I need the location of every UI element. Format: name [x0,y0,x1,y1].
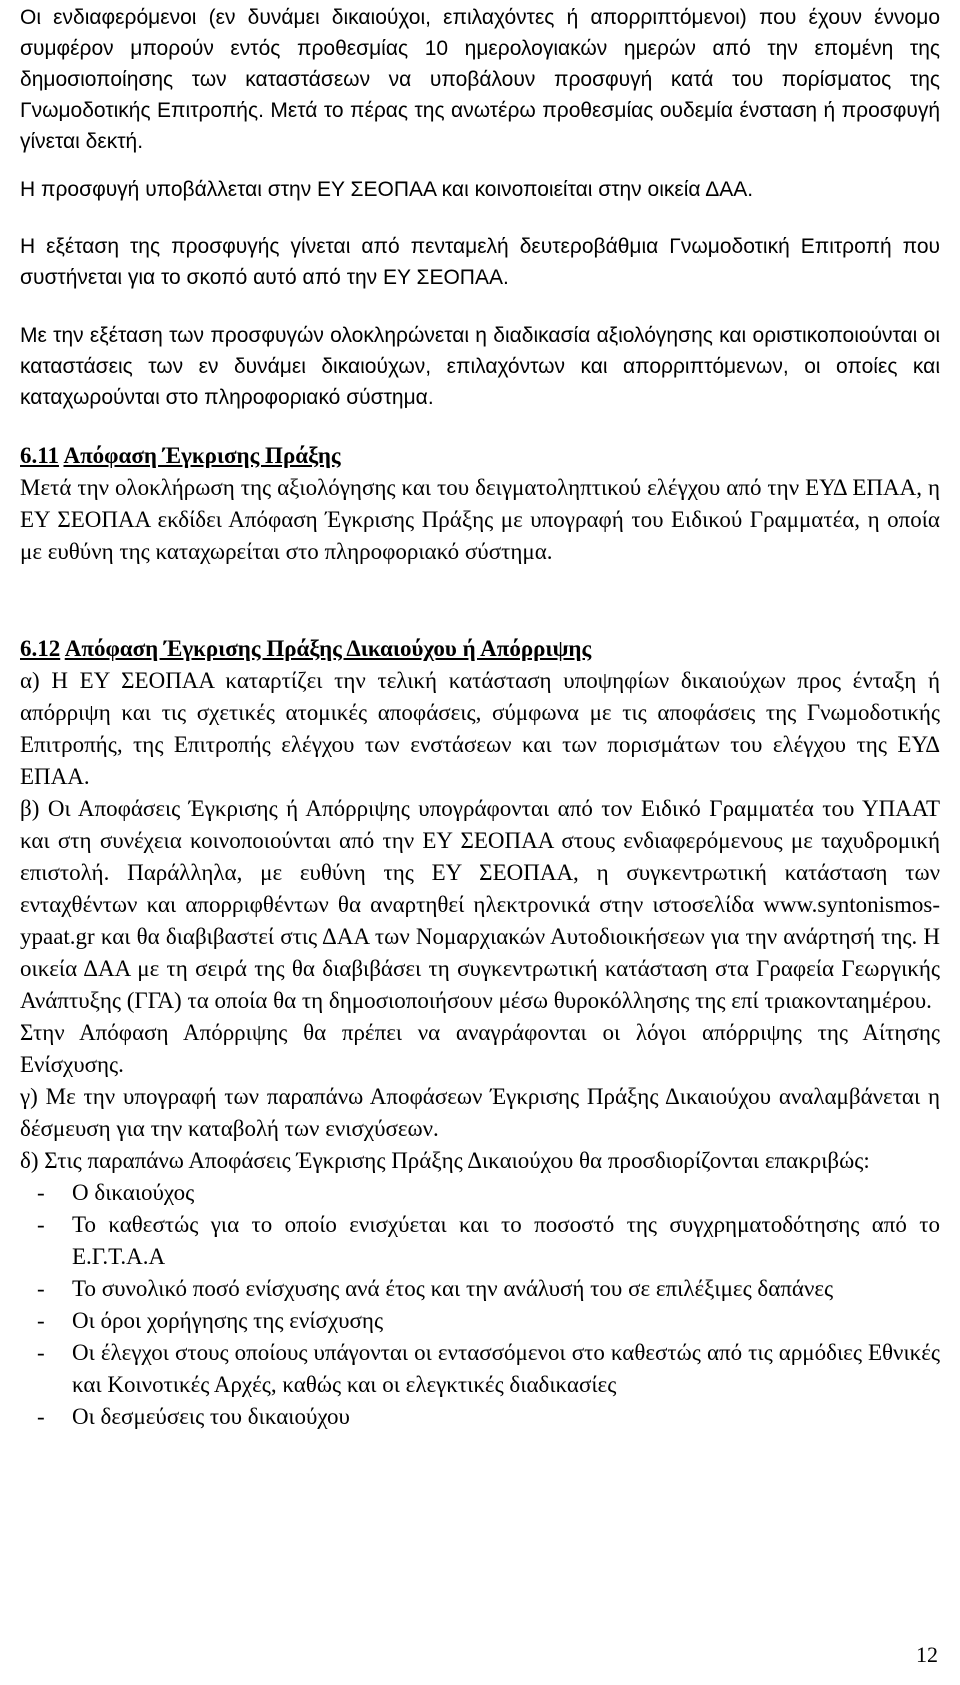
list-dash: - [37,1212,45,1237]
list-item-text: Οι έλεγχοι στους οποίους υπάγονται οι εντασσόμενοι στο καθεστώς από τις αρμόδιες Εθνικές και Κοινοτικές Αρχές, καθώς και οι ελεγκτικές διαδικασίες [72,1340,940,1397]
list-item [20,1177,940,1209]
paragraph-evaluation-completion: Με την εξέταση των προσφυγών ολοκληρώνεται η διαδικασία αξιολόγησης και οριστικοποιούνται οι καταστάσεις των εν δυνάμει δικαιούχων, επιλαχόντων και απορριπτόμενων, οι οποίες και καταχωρούνται στο πληροφοριακό σύστημα. [20,324,940,409]
decision-contents-list [20,1177,940,1433]
page-number: 12 [916,1642,938,1667]
paragraph-c: γ) Με την υπογραφή των παραπάνω Αποφάσεων Έγκρισης Πράξης Δικαιούχου αναλαμβάνεται η δέσμευση για την καταβολή των ενισχύσεων. [20,1084,940,1141]
list-item-text: Οι δεσμεύσεις του δικαιούχου [72,1404,350,1429]
list-item-text: Ο δικαιούχος [72,1180,195,1205]
list-dash: - [37,1276,45,1301]
section-heading [20,440,940,472]
paragraph-rejection-reasons: Στην Απόφαση Απόρριψης θα πρέπει να αναγράφονται οι λόγοι απόρριψης της Αίτησης Ενίσχυσης. [20,1020,940,1077]
section-6-11 [20,440,940,568]
section-title: Απόφαση Έγκρισης Πράξης Δικαιούχου ή Απόρριψης [64,636,592,661]
paragraph-d: δ) Στις παραπάνω Αποφάσεις Έγκρισης Πράξης Δικαιούχου θα προσδιορίζονται επακριβώς: [20,1148,870,1173]
list-item [20,1305,940,1337]
list-dash: - [37,1308,45,1333]
section-number: 6.12 [20,636,61,661]
list-item [20,1401,940,1433]
paragraph-appeal-review: Η εξέταση της προσφυγής γίνεται από πενταμελή δευτεροβάθμια Γνωμοδοτική Επιτροπή που συστήνεται για το σκοπό αυτό από την ΕΥ ΣΕΟΠΑΑ. [20,235,940,289]
list-item [20,1273,940,1305]
list-dash: - [37,1404,45,1429]
list-item [20,1209,940,1273]
section-title: Απόφαση Έγκρισης Πράξης [63,443,341,468]
list-item-text: Το καθεστώς για το οποίο ενισχύεται και το ποσοστό της συγχρηματοδότησης από το Ε.Γ.Τ.Α.Α [72,1212,940,1269]
section-heading [20,633,940,665]
paragraph-b: β) Οι Αποφάσεις Έγκρισης ή Απόρριψης υπογράφονται από τον Ειδικό Γραμματέα του ΥΠΑΑΤ και στη συνέχεια κοινοποιούνται από την ΕΥ ΣΕΟΠΑΑ στους ενδιαφερόμενους με ταχυδρομική επιστολή. Παράλληλα, με ευθύνη της ΕΥ ΣΕΟΠΑΑ, η συγκεντρωτική κατάσταση των ενταχθέντων και απορριφθέντων θα αναρτηθεί ηλεκτρονικά στην ιστοσελίδα www.syntonismos-ypaat.gr και θα διαβιβαστεί στις ΔΑΑ των Νομαρχιακών Αυτοδιοικήσεων για την ανάρτησή της. Η οικεία ΔΑΑ με τη σειρά της θα διαβιβάσει τη συγκεντρωτική κατάσταση στα Γραφεία Γεωργικής Ανάπτυξης (ΓΓΑ) τα οποία θα τη δημοσιοποιήσουν μέσω θυροκόλλησης της επί τριακονταημέρου. [20,796,940,1013]
paragraph-appeal-submission: Η προσφυγή υποβάλλεται στην ΕΥ ΣΕΟΠΑΑ και κοινοποιείται στην οικεία ΔΑΑ. [20,178,754,201]
section-body: Μετά την ολοκλήρωση της αξιολόγησης και του δειγματοληπτικού ελέγχου από την ΕΥΔ ΕΠΑΑ, η ΕΥ ΣΕΟΠΑΑ εκδίδει Απόφαση Έγκρισης Πράξης με υπογραφή του Ειδικού Γραμματέα, η οποία με ευθύνη της καταχωρείται στο πληροφοριακό σύστημα. [20,475,940,564]
section-number: 6.11 [20,443,59,468]
list-item [20,1337,940,1401]
paragraph-appeal-deadline: Οι ενδιαφερόμενοι (εν δυνάμει δικαιούχοι, επιλαχόντες ή απορριπτόμενοι) που έχουν έννομο συμφέρον μπορούν εντός προθεσμίας 10 ημερολογιακών ημερών από την επομένη της δημοσιοποίησης των καταστάσεων να υποβάλουν προσφυγή κατά του πορίσματος της Γνωμοδοτικής Επιτροπής. Μετά το πέρας της ανωτέρω προθεσμίας ουδεμία ένσταση ή προσφυγή γίνεται δεκτή. [20,6,940,153]
paragraph-a: α) Η ΕΥ ΣΕΟΠΑΑ καταρτίζει την τελική κατάσταση υποψηφίων δικαιούχων προς ένταξη ή απόρριψη και τις σχετικές ατομικές αποφάσεις, σύμφωνα με τις αποφάσεις της Γνωμοδοτικής Επιτροπής, της Επιτροπής ελέγχου των ενστάσεων και των πορισμάτων του ελέγχου της ΕΥΔ ΕΠΑΑ. [20,668,940,789]
section-6-12 [20,633,940,1433]
list-item-text: Το συνολικό ποσό ενίσχυσης ανά έτος και την ανάλυσή του σε επιλέξιμες δαπάνες [72,1276,834,1301]
list-dash: - [37,1180,45,1205]
list-dash: - [37,1340,45,1365]
list-item-text: Οι όροι χορήγησης της ενίσχυσης [72,1308,384,1333]
